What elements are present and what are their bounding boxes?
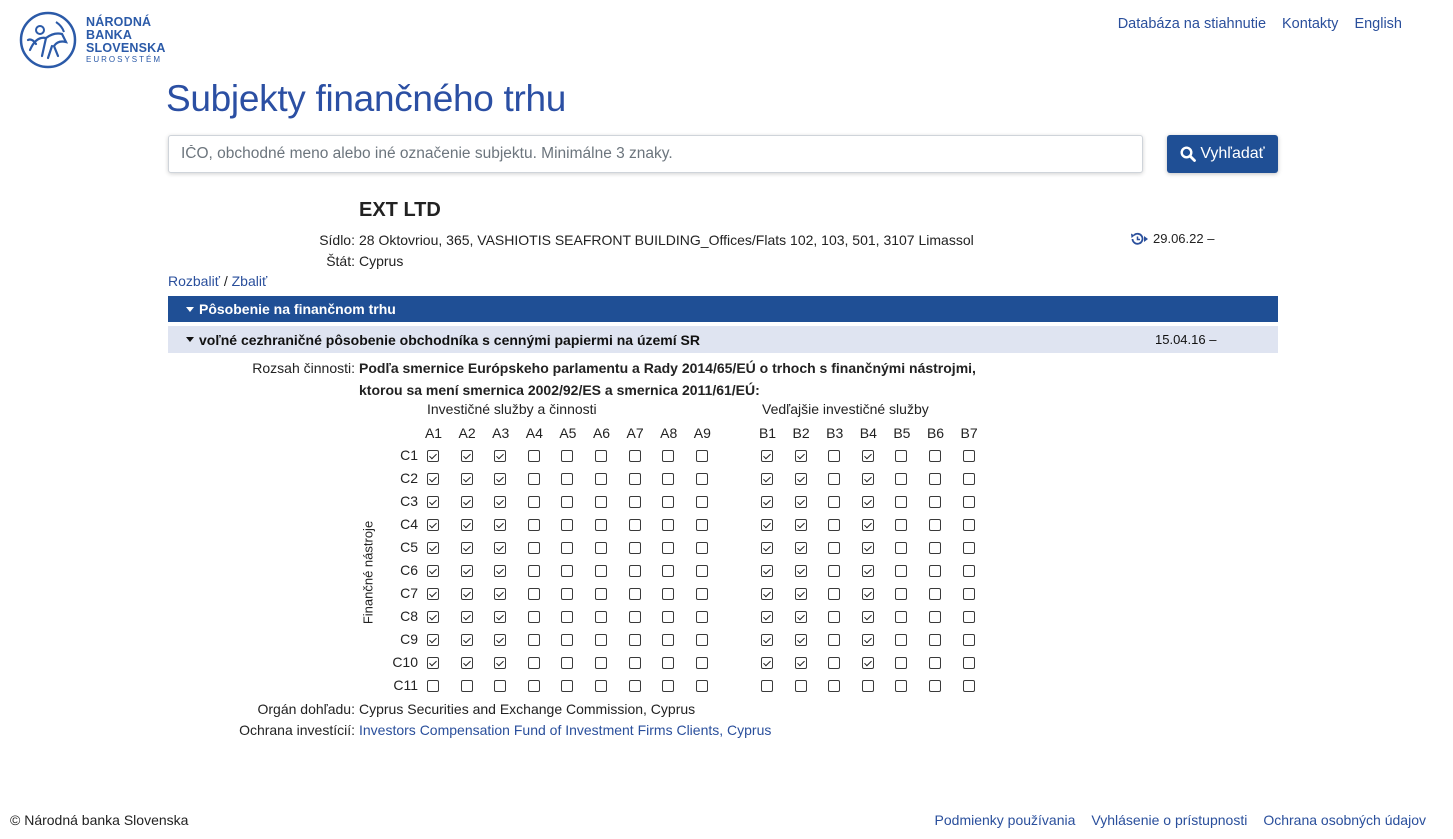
checkbox-c10-a1[interactable] (427, 657, 439, 669)
checkbox-c2-a8[interactable] (662, 473, 674, 485)
checkbox-c1-a3[interactable] (494, 450, 506, 462)
checkbox-c11-b2[interactable] (795, 680, 807, 692)
checkbox-c7-a8[interactable] (662, 588, 674, 600)
checkbox-c11-b3[interactable] (828, 680, 840, 692)
checkbox-c9-a2[interactable] (461, 634, 473, 646)
checkbox-c2-a3[interactable] (494, 473, 506, 485)
checkbox-c3-b3[interactable] (828, 496, 840, 508)
checkbox-c10-a3[interactable] (494, 657, 506, 669)
checkbox-c5-a5[interactable] (561, 542, 573, 554)
checkbox-c2-b2[interactable] (795, 473, 807, 485)
scope-label: Rozsah činnosti: (252, 360, 355, 376)
checkbox-c6-b6[interactable] (929, 565, 941, 577)
checkbox-c1-a4[interactable] (528, 450, 540, 462)
checkbox-c4-a7[interactable] (629, 519, 641, 531)
checkbox-c9-a7[interactable] (629, 634, 641, 646)
checkbox-c9-a9[interactable] (696, 634, 708, 646)
col-header-b5: B5 (893, 425, 911, 441)
checkbox-c5-b5[interactable] (895, 542, 907, 554)
col-header-b7: B7 (960, 425, 978, 441)
col-header-b4: B4 (859, 425, 877, 441)
row-header-c4: C4 (400, 516, 418, 532)
brand-line-2: BANKA (86, 27, 133, 42)
checkbox-c6-b1[interactable] (761, 565, 773, 577)
checkbox-c4-a1[interactable] (427, 519, 439, 531)
history-indicator[interactable] (1130, 231, 1214, 246)
checkbox-c2-a4[interactable] (528, 473, 540, 485)
checkbox-c1-b4[interactable] (862, 450, 874, 462)
checkbox-c3-a7[interactable] (629, 496, 641, 508)
checkbox-c8-b1[interactable] (761, 611, 773, 623)
checkbox-c3-a1[interactable] (427, 496, 439, 508)
expand-link[interactable]: Rozbaliť (168, 273, 220, 289)
checkbox-c5-a9[interactable] (696, 542, 708, 554)
group-b-label: Vedľajšie investičné služby (762, 401, 929, 417)
checkbox-c11-a2[interactable] (461, 680, 473, 692)
checkbox-c5-a2[interactable] (461, 542, 473, 554)
checkbox-c10-b2[interactable] (795, 657, 807, 669)
checkbox-c11-a4[interactable] (528, 680, 540, 692)
checkbox-c3-b2[interactable] (795, 496, 807, 508)
col-header-b6: B6 (926, 425, 945, 441)
activity-header[interactable] (168, 326, 1278, 353)
checkbox-c8-a9[interactable] (696, 611, 708, 623)
expand-collapse (168, 273, 267, 289)
checkbox-c4-a8[interactable] (662, 519, 674, 531)
checkbox-c1-b1[interactable] (761, 450, 773, 462)
col-header-a1: A1 (424, 425, 443, 441)
checkbox-c3-a8[interactable] (662, 496, 674, 508)
section-header-financial-market[interactable] (168, 296, 1278, 322)
row-header-c8: C8 (400, 608, 418, 624)
checkbox-c9-a5[interactable] (561, 634, 573, 646)
checkbox-c8-a8[interactable] (662, 611, 674, 623)
checkbox-c3-a4[interactable] (528, 496, 540, 508)
checkbox-c1-b7[interactable] (963, 450, 975, 462)
footer-terms-link[interactable]: Podmienky používania (934, 812, 1076, 828)
checkbox-c7-a4[interactable] (528, 588, 540, 600)
checkbox-c4-a4[interactable] (528, 519, 540, 531)
checkbox-c5-a1[interactable] (427, 542, 439, 554)
checkbox-c5-b7[interactable] (963, 542, 975, 554)
checkbox-c2-a1[interactable] (427, 473, 439, 485)
entity-name: EXT LTD (359, 199, 441, 221)
checkbox-c2-b6[interactable] (929, 473, 941, 485)
supervisor-label: Orgán dohľadu: (257, 701, 355, 717)
checkbox-c7-a9[interactable] (696, 588, 708, 600)
brand-name (86, 16, 166, 65)
checkbox-c3-a5[interactable] (561, 496, 573, 508)
brand-line-3: SLOVENSKA (86, 40, 166, 55)
row-header-c2: C2 (400, 470, 418, 486)
checkbox-c1-b5[interactable] (895, 450, 907, 462)
supervisor-value: Cyprus Securities and Exchange Commission, Cyprus (359, 701, 696, 717)
checkbox-c8-a1[interactable] (427, 611, 439, 623)
checkbox-c8-a4[interactable] (528, 611, 540, 623)
checkbox-c5-a6[interactable] (595, 542, 607, 554)
checkbox-c6-a8[interactable] (662, 565, 674, 577)
checkbox-c7-b1[interactable] (761, 588, 773, 600)
checkbox-c1-a7[interactable] (629, 450, 641, 462)
col-header-a7: A7 (626, 425, 644, 441)
checkbox-c6-a1[interactable] (427, 565, 439, 577)
protection-label: Ochrana investícií: (239, 722, 355, 738)
expand-separator: / (219, 273, 232, 289)
checkbox-c5-a8[interactable] (662, 542, 674, 554)
caret-down-icon (186, 307, 194, 312)
checkbox-c8-b3[interactable] (828, 611, 840, 623)
checkbox-c11-a7[interactable] (629, 680, 641, 692)
checkbox-c4-a5[interactable] (561, 519, 573, 531)
checkbox-c8-a6[interactable] (595, 611, 607, 623)
checkbox-c8-a2[interactable] (461, 611, 473, 623)
activity-date: 15.04.16 – (1155, 332, 1217, 347)
checkbox-c3-b7[interactable] (963, 496, 975, 508)
collapse-link[interactable]: Zbaliť (231, 273, 268, 289)
page-title: Subjekty finančného trhu (166, 78, 567, 119)
checkbox-c9-a6[interactable] (595, 634, 607, 646)
checkbox-c3-a3[interactable] (494, 496, 506, 508)
group-a-label: Investičné služby a činnosti (427, 401, 597, 417)
checkbox-c7-b5[interactable] (895, 588, 907, 600)
checkbox-c1-a6[interactable] (595, 450, 607, 462)
col-header-a4: A4 (525, 425, 543, 441)
checkbox-c2-a2[interactable] (461, 473, 473, 485)
checkbox-c10-a5[interactable] (561, 657, 573, 669)
row-header-c10: C10 (392, 654, 418, 670)
checkbox-c6-a9[interactable] (696, 565, 708, 577)
brand-tagline: EUROSYSTÉM (86, 54, 163, 64)
checkbox-c9-a3[interactable] (494, 634, 506, 646)
checkbox-c1-b6[interactable] (929, 450, 941, 462)
checkbox-c6-a6[interactable] (595, 565, 607, 577)
checkbox-c10-b7[interactable] (963, 657, 975, 669)
checkbox-c9-a4[interactable] (528, 634, 540, 646)
checkbox-c10-b3[interactable] (828, 657, 840, 669)
caret-down-icon (186, 337, 194, 342)
row-header-c9: C9 (400, 631, 418, 647)
nav-download-database[interactable]: Databáza na stiahnutie (1117, 16, 1267, 32)
checkbox-c2-b1[interactable] (761, 473, 773, 485)
checkbox-c1-a2[interactable] (461, 450, 473, 462)
footer-copyright: © Národná banka Slovenska (10, 812, 189, 828)
checkbox-c5-a7[interactable] (629, 542, 641, 554)
checkbox-c7-a7[interactable] (629, 588, 641, 600)
footer-accessibility-link[interactable]: Vyhlásenie o prístupnosti (1091, 812, 1248, 828)
protection-link[interactable]: Investors Compensation Fund of Investment Firms Clients, Cyprus (359, 722, 772, 738)
checkbox-c6-a4[interactable] (528, 565, 540, 577)
nav-contacts[interactable]: Kontakty (1282, 16, 1339, 32)
checkbox-c4-b7[interactable] (963, 519, 975, 531)
checkbox-c6-a3[interactable] (494, 565, 506, 577)
col-header-b1: B1 (758, 425, 777, 441)
col-header-a3: A3 (492, 425, 510, 441)
checkbox-c3-b6[interactable] (929, 496, 941, 508)
checkbox-c10-b5[interactable] (895, 657, 907, 669)
checkbox-c9-b2[interactable] (795, 634, 807, 646)
checkbox-c5-b1[interactable] (761, 542, 773, 554)
row-axis-label: Finančné nástroje (360, 520, 376, 625)
col-header-a8: A8 (660, 425, 678, 441)
checkbox-c3-b4[interactable] (862, 496, 874, 508)
checkbox-c10-a2[interactable] (461, 657, 473, 669)
checkbox-c3-a2[interactable] (461, 496, 473, 508)
checkbox-c7-a6[interactable] (595, 588, 607, 600)
checkbox-c4-b6[interactable] (929, 519, 941, 531)
nav-english[interactable]: English (1354, 16, 1402, 32)
checkbox-c2-a6[interactable] (595, 473, 607, 485)
checkbox-c3-a6[interactable] (595, 496, 607, 508)
checkbox-c11-b1[interactable] (761, 680, 773, 692)
checkbox-c4-a6[interactable] (595, 519, 607, 531)
brand-line-1: NÁRODNÁ (86, 14, 152, 29)
checkbox-c8-b7[interactable] (963, 611, 975, 623)
checkbox-c8-b2[interactable] (795, 611, 807, 623)
row-header-c3: C3 (400, 493, 418, 509)
checkbox-c9-b3[interactable] (828, 634, 840, 646)
search-button[interactable] (1167, 135, 1278, 173)
checkbox-c4-a9[interactable] (696, 519, 708, 531)
checkbox-c8-b4[interactable] (862, 611, 874, 623)
row-header-c6: C6 (400, 562, 418, 578)
checkbox-c6-a5[interactable] (561, 565, 573, 577)
checkbox-c4-b2[interactable] (795, 519, 807, 531)
checkbox-c5-b6[interactable] (929, 542, 941, 554)
checkbox-c9-a8[interactable] (662, 634, 674, 646)
checkbox-c11-a9[interactable] (696, 680, 708, 692)
col-header-b2: B2 (792, 425, 810, 441)
checkbox-c6-b3[interactable] (828, 565, 840, 577)
top-nav (1118, 16, 1402, 32)
checkbox-c6-b2[interactable] (795, 565, 807, 577)
checkbox-c7-b3[interactable] (828, 588, 840, 600)
checkbox-c6-a7[interactable] (629, 565, 641, 577)
checkbox-c6-a2[interactable] (461, 565, 473, 577)
history-icon (1130, 232, 1150, 246)
checkbox-c8-b6[interactable] (929, 611, 941, 623)
checkbox-c11-b5[interactable] (895, 680, 907, 692)
history-date: 29.06.22 – (1153, 231, 1215, 246)
col-header-a9: A9 (693, 425, 711, 441)
scope-text: Podľa smernice Európskeho parlamentu a Rady 2014/65/EÚ o trhoch s finančnými nástrojmi, ktorou sa mení smernica 2002/92/ES a smernica 2011/61/EÚ: (359, 360, 976, 398)
checkbox-c6-b7[interactable] (963, 565, 975, 577)
row-header-c11: C11 (393, 677, 418, 693)
col-header-a2: A2 (458, 425, 476, 441)
col-header-a6: A6 (592, 425, 611, 441)
checkbox-c6-b5[interactable] (895, 565, 907, 577)
checkbox-c9-b7[interactable] (963, 634, 975, 646)
checkbox-c6-b4[interactable] (862, 565, 874, 577)
checkbox-c11-a5[interactable] (561, 680, 573, 692)
checkbox-c7-a1[interactable] (427, 588, 439, 600)
checkbox-c7-a5[interactable] (561, 588, 573, 600)
checkbox-c2-b4[interactable] (862, 473, 874, 485)
activity-title: voľné cezhraničné pôsobenie obchodníka s cennými papiermi na území SR (199, 331, 700, 348)
seat-label: Sídlo: (319, 232, 355, 248)
checkbox-c9-b5[interactable] (895, 634, 907, 646)
checkbox-c2-a7[interactable] (629, 473, 641, 485)
checkbox-c5-b3[interactable] (828, 542, 840, 554)
checkbox-c3-a9[interactable] (696, 496, 708, 508)
checkbox-c1-a8[interactable] (662, 450, 674, 462)
checkbox-c7-b2[interactable] (795, 588, 807, 600)
nbs-emblem-icon (18, 10, 80, 70)
checkbox-c9-a1[interactable] (427, 634, 439, 646)
search-button-label: Vyhľadať (1200, 145, 1265, 162)
search-input[interactable] (168, 135, 1143, 173)
checkbox-c8-a7[interactable] (629, 611, 641, 623)
checkbox-c5-b2[interactable] (795, 542, 807, 554)
checkbox-c2-a9[interactable] (696, 473, 708, 485)
checkbox-c1-b2[interactable] (795, 450, 807, 462)
checkbox-c4-b1[interactable] (761, 519, 773, 531)
checkbox-c1-a9[interactable] (696, 450, 708, 462)
checkbox-c10-a8[interactable] (662, 657, 674, 669)
checkbox-c10-b4[interactable] (862, 657, 874, 669)
checkbox-c4-b4[interactable] (862, 519, 874, 531)
col-header-a5: A5 (559, 425, 577, 441)
checkbox-c2-b3[interactable] (828, 473, 840, 485)
checkbox-c1-a1[interactable] (427, 450, 439, 462)
checkbox-c9-b1[interactable] (761, 634, 773, 646)
footer-nav (935, 812, 1426, 828)
checkbox-c2-b5[interactable] (895, 473, 907, 485)
checkbox-c9-b4[interactable] (862, 634, 874, 646)
search-icon (1180, 146, 1196, 162)
checkbox-c11-a6[interactable] (595, 680, 607, 692)
checkbox-c10-a7[interactable] (629, 657, 641, 669)
checkbox-c4-b5[interactable] (895, 519, 907, 531)
checkbox-c8-a5[interactable] (561, 611, 573, 623)
checkbox-c10-a4[interactable] (528, 657, 540, 669)
checkbox-c10-b6[interactable] (929, 657, 941, 669)
checkbox-c11-b6[interactable] (929, 680, 941, 692)
checkbox-c8-b5[interactable] (895, 611, 907, 623)
checkbox-c5-a3[interactable] (494, 542, 506, 554)
checkbox-c1-b3[interactable] (828, 450, 840, 462)
col-header-b3: B3 (826, 425, 844, 441)
checkbox-c2-b7[interactable] (963, 473, 975, 485)
nbs-logo[interactable] (18, 10, 166, 70)
checkbox-c7-b4[interactable] (862, 588, 874, 600)
row-header-c5: C5 (400, 539, 418, 555)
checkbox-c7-b7[interactable] (963, 588, 975, 600)
checkbox-c3-b1[interactable] (761, 496, 773, 508)
checkbox-c1-a5[interactable] (561, 450, 573, 462)
checkbox-c7-b6[interactable] (929, 588, 941, 600)
checkbox-c4-a2[interactable] (461, 519, 473, 531)
checkbox-c11-a1[interactable] (427, 680, 439, 692)
seat-value: 28 Oktovriou, 365, VASHIOTIS SEAFRONT BUILDING_Offices/Flats 102, 103, 501, 3107 Limassol (359, 232, 974, 248)
checkbox-c5-b4[interactable] (862, 542, 874, 554)
checkbox-c7-a2[interactable] (461, 588, 473, 600)
checkbox-c3-b5[interactable] (895, 496, 907, 508)
checkbox-c5-a4[interactable] (528, 542, 540, 554)
checkbox-c11-a3[interactable] (494, 680, 506, 692)
section-title: Pôsobenie na finančnom trhu (199, 301, 396, 317)
checkbox-c9-b6[interactable] (929, 634, 941, 646)
checkbox-c4-b3[interactable] (828, 519, 840, 531)
checkbox-c11-b7[interactable] (963, 680, 975, 692)
checkbox-c11-a8[interactable] (662, 680, 674, 692)
checkbox-c7-a3[interactable] (494, 588, 506, 600)
row-header-c7: C7 (400, 585, 418, 601)
country-value: Cyprus (359, 253, 404, 269)
checkbox-c4-a3[interactable] (494, 519, 506, 531)
checkbox-c10-b1[interactable] (761, 657, 773, 669)
checkbox-c2-a5[interactable] (561, 473, 573, 485)
checkbox-c10-a6[interactable] (595, 657, 607, 669)
checkbox-c10-a9[interactable] (696, 657, 708, 669)
footer-privacy-link[interactable]: Ochrana osobných údajov (1263, 812, 1426, 828)
country-label: Štát: (326, 253, 355, 269)
row-header-c1: C1 (400, 447, 418, 463)
checkbox-c8-a3[interactable] (494, 611, 506, 623)
checkbox-c11-b4[interactable] (862, 680, 874, 692)
